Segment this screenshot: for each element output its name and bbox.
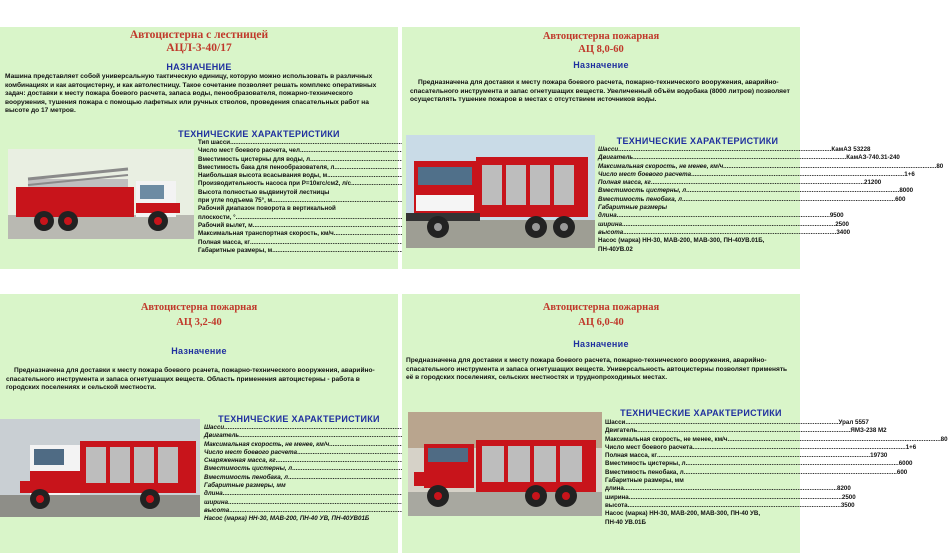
spec-row: Число мест боевого расчета ..... 1+6 bbox=[598, 171, 794, 179]
spec-row: Насос (марка) НН-30, МАВ-200, ПН-40 УВ, ПН-40УВ01Б bbox=[204, 515, 370, 523]
specs-list bbox=[198, 139, 393, 255]
spec-row: ширина ..... bbox=[204, 499, 394, 507]
spec-row: Вместимость цистерны для воды, л ..... bbox=[198, 156, 393, 164]
spec-row: Полная масса, кг ..... 21200 bbox=[598, 179, 794, 187]
spec-row: Производительность насоса при P=10кгс/см2, л/с ..... bbox=[198, 180, 393, 188]
spec-row: Шасси ..... Урал 5557 bbox=[605, 419, 798, 427]
spec-row: Вместимость пенобака, л ..... bbox=[204, 474, 394, 482]
spec-row: Максимальная скорость, не менее, км/ч ..... 80 bbox=[598, 163, 794, 171]
spec-row: Вместимость цистерны, л ..... 6000 bbox=[605, 460, 798, 468]
spec-row: длина ..... 9500 bbox=[598, 212, 794, 220]
panel-ats-8-0-60 bbox=[402, 27, 944, 269]
panel-title: Автоцистерна пожарная bbox=[542, 31, 660, 42]
truck-illustration bbox=[8, 149, 194, 239]
truck-photo bbox=[0, 419, 200, 517]
specs-list bbox=[204, 424, 394, 524]
spec-row: Число мест боевого расчета, чел ..... bbox=[198, 147, 393, 155]
spec-row: ПН-40 УВ.01Б bbox=[605, 518, 646, 526]
panel-model: АЦЛ-3-40/17 bbox=[166, 42, 232, 54]
purpose-heading: Назначение bbox=[573, 339, 629, 349]
spec-row: ширина ..... 2500 bbox=[598, 221, 794, 229]
purpose-text: Предназначена для доставки к месту пожара боевого расчета, пожарно-технического вооружения, аварийно-спасательного инструмента и запаса огнетушащих веществ. Универсальность автоцистерны позволяет применять её в городских поселениях, сельских местностях и труднопроходимых местах. bbox=[406, 357, 788, 382]
spec-row: Габаритные размеры bbox=[598, 204, 668, 212]
spec-row: Рабочий вылет, м ..... bbox=[198, 222, 393, 230]
spec-row: Двигатель ..... bbox=[204, 432, 394, 440]
panel-model: АЦ 8,0-60 bbox=[578, 44, 624, 55]
spec-row: Число мест боевого расчета ..... bbox=[204, 449, 394, 457]
purpose-heading: Назначение bbox=[171, 346, 227, 356]
purpose-text: Предназначена для доставки к месту пожара боевого расчета, пожарно-технического вооружения, аварийно-спасательного инструмента и запас огнетушащих веществ. Увеличенный объём водобака (8000 литров) позволяет осуществлять тушение пожаров в местах с отсутствием источников воды. bbox=[410, 79, 790, 104]
truck-photo bbox=[8, 149, 194, 239]
spec-row: Высота полностью выдвинутой лестницы bbox=[198, 188, 330, 196]
panel-model: АЦ 6,0-40 bbox=[578, 317, 624, 328]
spec-row: длина ..... bbox=[204, 490, 394, 498]
spec-row: Вместимость пенобака, л ..... 600 bbox=[598, 196, 794, 204]
panel-title: Автоцистерна пожарная bbox=[140, 302, 258, 313]
spec-row: Насос (марка) НН-30, МАВ-200, МАВ-300, ПН-40УВ.01Б, bbox=[598, 237, 765, 245]
spec-row: Максимальная транспортная скорость, км/ч ..... bbox=[198, 230, 393, 238]
truck-illustration bbox=[408, 412, 602, 516]
spec-row: высота ..... bbox=[204, 507, 394, 515]
spec-row: Наибольшая высота всасывания воды, м ..... bbox=[198, 172, 393, 180]
panel-ats-6-0-40 bbox=[402, 294, 948, 553]
panel-ats-3-2-40 bbox=[0, 294, 398, 553]
panel-model: АЦ 3,2-40 bbox=[176, 317, 222, 328]
panel-title: Автоцистерна с лестницей bbox=[129, 29, 269, 41]
specs-list bbox=[605, 419, 948, 527]
purpose-heading: Назначение bbox=[573, 60, 629, 70]
panel-atsl-3-40-17 bbox=[0, 27, 398, 269]
specs-heading: ТЕХНИЧЕСКИЕ ХАРАКТЕРИСТИКИ bbox=[178, 129, 340, 139]
purpose-text: Машина представляет собой универсальную тактическую единицу, которую можно использовать в различных комбинациях и как автоцистерну, и как автолестницу. Такое сочетание позволяет решать комплекс оперативных задач: доставки к месту пожара боевого расчета, запаса воды, пенообразователя, пожарно-технического вооружения, тушения пожара с помощью лафетных или ручных стволов, проведения спасательных работ на высоте до 17 метров. bbox=[5, 73, 377, 115]
spec-row: Габаритные размеры, мм bbox=[204, 482, 286, 490]
specs-heading: ТЕХНИЧЕСКИЕ ХАРАКТЕРИСТИКИ bbox=[218, 414, 380, 424]
spec-row: Снаряженная масса, кг ..... bbox=[204, 457, 394, 465]
spec-row: высота ..... 3500 bbox=[605, 502, 798, 510]
spec-row: плоскости, ° ..... bbox=[198, 214, 393, 222]
spec-row: Насос (марка) НН-30, МАВ-200, МАВ-300, ПН-40 УВ, bbox=[605, 510, 761, 518]
purpose-text: Предназначена для доставки к месту пожара боевого рсачета, пожарно-технического вооружения, аварийно-спасательного инструмента и запаса огнетушащих веществ. Область применения автоцистерны - работа в городских поселениях и сельской местности. bbox=[6, 367, 375, 392]
spec-row: ПН-40УВ.02 bbox=[598, 245, 633, 253]
spec-row: высота ..... 3400 bbox=[598, 229, 794, 237]
spec-row: Габаритные размеры, м ..... bbox=[198, 247, 393, 255]
spec-row: Шасси ..... bbox=[204, 424, 394, 432]
truck-photo bbox=[406, 135, 595, 248]
spec-row: Вместимость бака для пенообразователя, л ..... bbox=[198, 164, 393, 172]
spec-row: Рабочий диапазон поворота в вертикальной bbox=[198, 205, 336, 213]
spec-row: ширина ..... 2500 bbox=[605, 494, 798, 502]
spec-row: Двигатель ..... КамАЗ-740.31-240 bbox=[598, 154, 794, 162]
truck-illustration bbox=[0, 419, 200, 517]
spec-row: длина ..... 8200 bbox=[605, 485, 798, 493]
specs-list bbox=[598, 146, 944, 254]
spec-row: Максимальная скорость, не менее, км/ч ..... bbox=[204, 441, 394, 449]
truck-photo bbox=[408, 412, 602, 516]
specs-heading: ТЕХНИЧЕСКИЕ ХАРАКТЕРИСТИКИ bbox=[620, 408, 782, 418]
spec-row: Двигатель ..... ЯМЗ-238 М2 bbox=[605, 427, 798, 435]
spec-row: при угле подъема 75°, м ..... bbox=[198, 197, 393, 205]
spec-row: Вместимость цистерны, л ..... bbox=[204, 465, 394, 473]
spec-row: Полная масса, кг ..... bbox=[198, 239, 393, 247]
purpose-heading: НАЗНАЧЕНИЕ bbox=[166, 62, 232, 72]
truck-illustration bbox=[406, 135, 595, 248]
spec-row: Тип шасси ..... bbox=[198, 139, 393, 147]
spec-row: Вместимость цистерны, л ..... 8000 bbox=[598, 187, 794, 195]
spec-row: Шасси ..... КамАЗ 53228 bbox=[598, 146, 794, 154]
spec-row: Габаритные размеры, мм bbox=[605, 477, 684, 485]
spec-row: Вместимость пенобака, л ..... 600 bbox=[605, 469, 798, 477]
panel-title: Автоцистерна пожарная bbox=[542, 302, 660, 313]
spec-row: Число мест боевого расчета ..... 1+6 bbox=[605, 444, 798, 452]
specs-heading: ТЕХНИЧЕСКИЕ ХАРАКТЕРИСТИКИ bbox=[616, 136, 779, 146]
spec-row: Максимальная скорость, не менее, км/ч ..... 80 bbox=[605, 436, 798, 444]
spec-row: Полная масса, кг ..... 19730 bbox=[605, 452, 798, 460]
